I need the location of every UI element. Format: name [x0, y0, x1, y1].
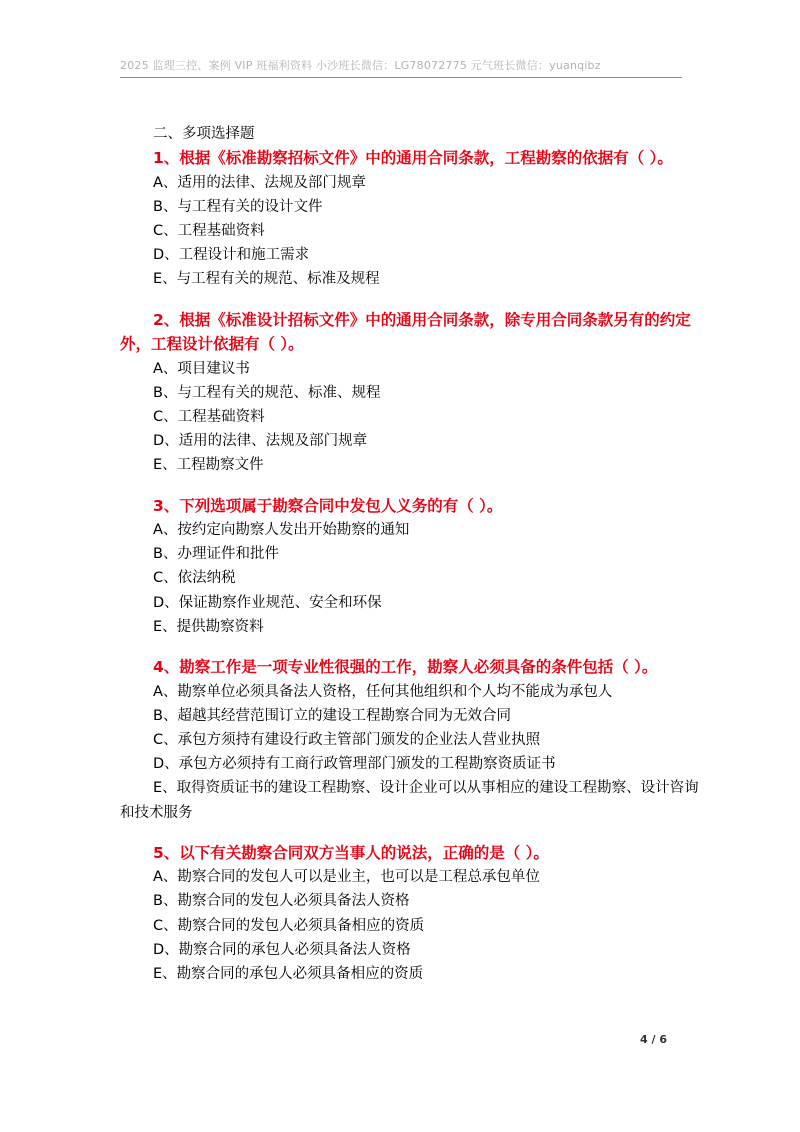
page-number: 4 / 6	[640, 1033, 667, 1046]
question-3	[120, 494, 700, 640]
option-e: E、取得资质证书的建设工程勘察、设计企业可以从事相应的建设工程勘察、设计咨询和技术服务	[120, 780, 699, 821]
question-text: 1、根据《标准勘察招标文件》中的通用合同条款，工程勘察的依据有（ ）。	[153, 149, 673, 167]
option-c: C、承包方须持有建设行政主管部门颁发的企业法人营业执照	[153, 731, 541, 748]
section-title: 二、多项选择题	[153, 126, 255, 142]
question-5	[120, 841, 700, 987]
option-d: D、承包方必须持有工商行政管理部门颁发的工程勘察资质证书	[153, 756, 556, 773]
option-b: B、超越其经营范围订立的建设工程勘察合同为无效合同	[153, 707, 511, 724]
document-body	[120, 122, 700, 1002]
option-c: C、勘察合同的发包人必须具备相应的资质	[153, 917, 425, 934]
option-d: D、保证勘察作业规范、安全和环保	[153, 594, 382, 611]
question-text: 3、下列选项属于勘察合同中发包人义务的有（ ）。	[153, 496, 503, 515]
option-a: A、按约定向勘察人发出开始勘察的通知	[153, 522, 410, 539]
option-b: B、与工程有关的设计文件	[153, 198, 323, 215]
option-d: D、勘察合同的承包人必须具备法人资格	[153, 941, 411, 958]
page-header: 2025 监理三控、案例 VIP 班福利资料 小沙班长微信：LG78072775 元气班长微信：yuanqibz	[120, 59, 601, 72]
option-e: E、与工程有关的规范、标准及规程	[153, 271, 380, 288]
option-c: C、工程基础资料	[153, 408, 265, 425]
question-1	[120, 146, 700, 292]
question-text: 2、根据《标准设计招标文件》中的通用合同条款，除专用合同条款另有的约定外，工程设计依据有（ ）。	[120, 310, 691, 354]
option-b: B、办理证件和批件	[153, 546, 279, 563]
question-2	[120, 308, 700, 478]
option-a: A、适用的法律、法规及部门规章	[153, 174, 366, 191]
question-text: 4、勘察工作是一项专业性很强的工作，勘察人必须具备的条件包括（ ）。	[153, 658, 658, 677]
option-c: C、工程基础资料	[153, 222, 265, 239]
option-b: B、勘察合同的发包人必须具备法人资格	[153, 893, 410, 910]
option-b: B、与工程有关的规范、标准、规程	[153, 384, 381, 401]
option-c: C、依法纳税	[153, 570, 236, 587]
option-d: D、适用的法律、法规及部门规章	[153, 433, 368, 450]
option-e: E、勘察合同的承包人必须具备相应的资质	[153, 966, 424, 983]
option-a: A、勘察合同的发包人可以是业主，也可以是工程总承包单位	[153, 869, 540, 886]
option-e: E、提供勘察资料	[153, 618, 264, 635]
option-a: A、项目建议书	[153, 360, 250, 377]
question-text: 5、以下有关勘察合同双方当事人的说法，正确的是（ ）。	[153, 843, 549, 862]
option-d: D、工程设计和施工需求	[153, 247, 310, 264]
option-a: A、勘察单位必须具备法人资格，任何其他组织和个人均不能成为承包人	[153, 683, 613, 700]
question-4	[120, 655, 700, 825]
option-e: E、工程勘察文件	[153, 457, 264, 474]
header-divider	[120, 77, 682, 78]
